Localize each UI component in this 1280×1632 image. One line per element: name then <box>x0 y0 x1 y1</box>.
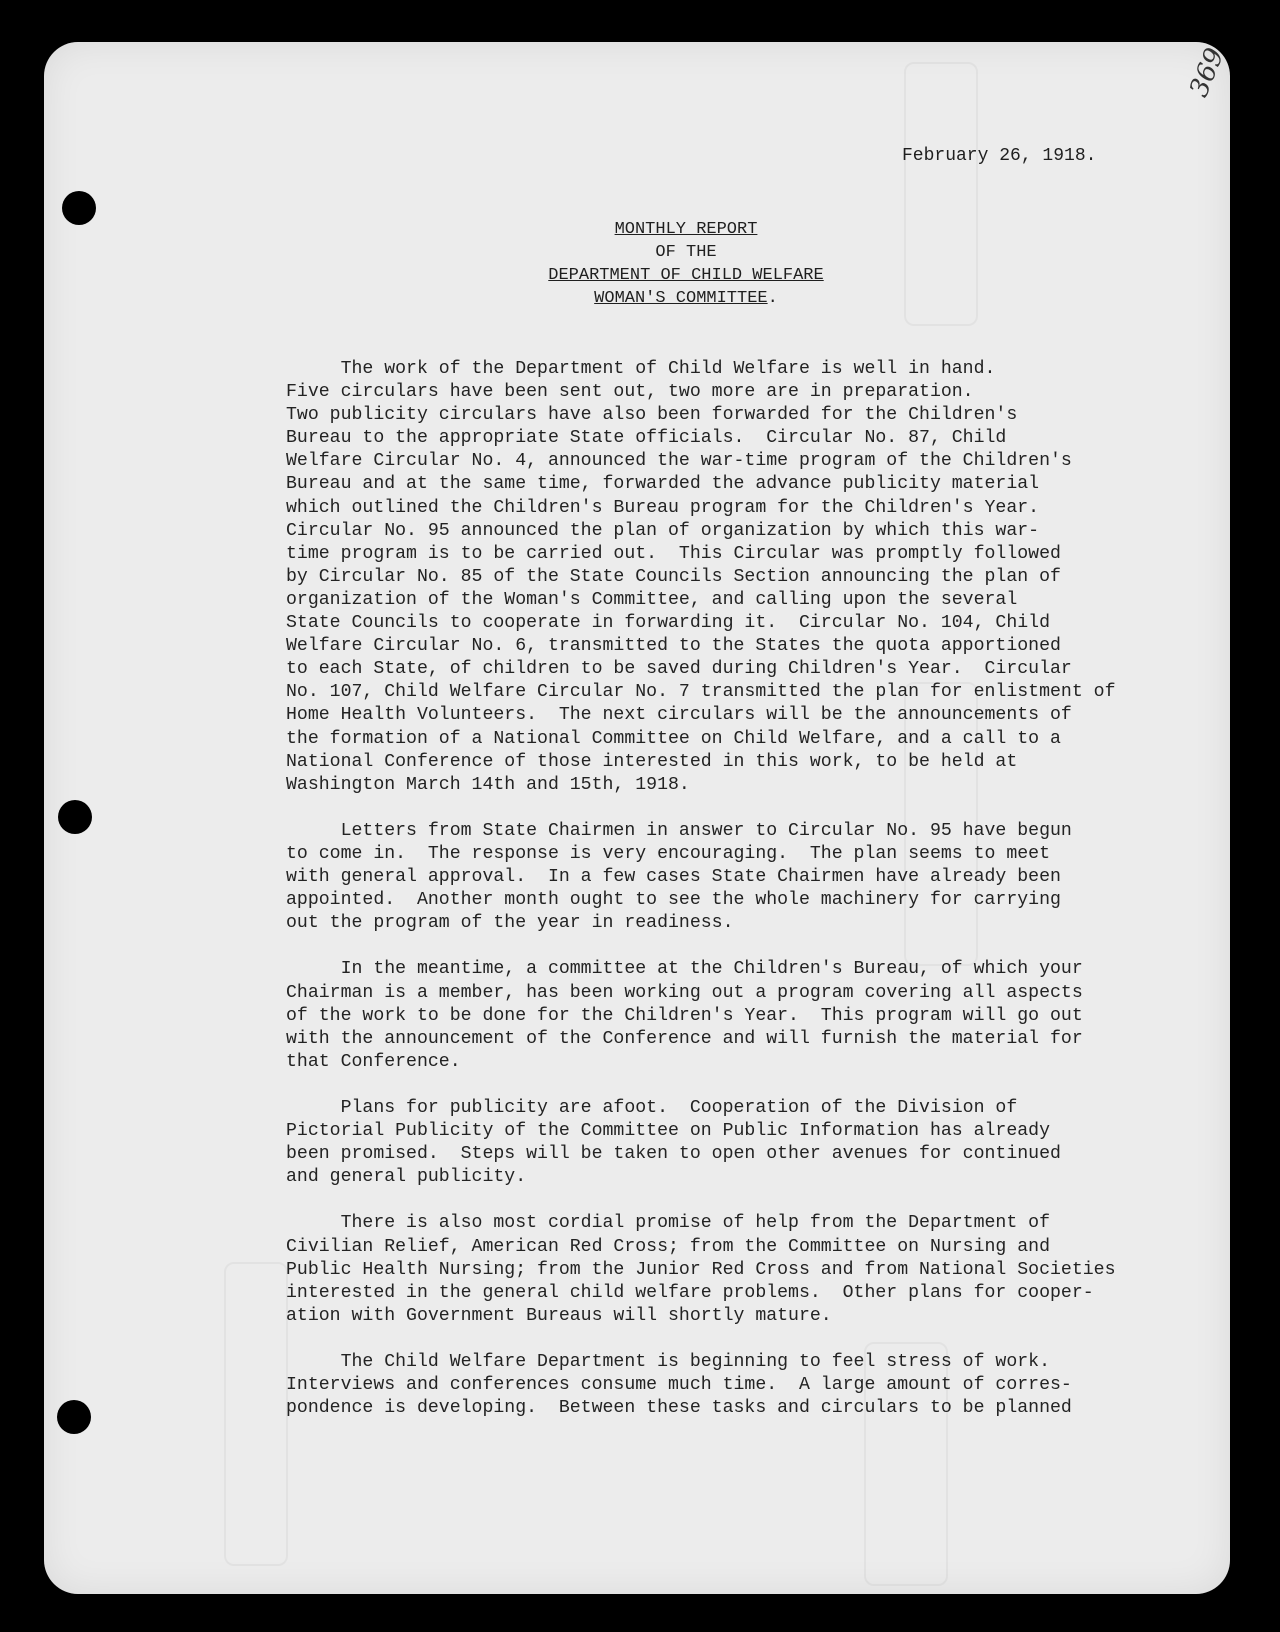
text-line: Chairman is a member, has been working out a program covering all aspects <box>286 982 1083 1003</box>
text-line: time program is to be carried out. This Circular was promptly followed <box>286 543 1061 564</box>
text-line: Public Health Nursing; from the Junior Red Cross and from National Societies <box>286 1259 1116 1280</box>
page-number: 369 <box>1184 43 1230 102</box>
text-line: Home Health Volunteers. The next circulars will be the announcements of <box>286 705 1072 726</box>
heading-line-4-period: . <box>767 289 778 308</box>
text-line: Two publicity circulars have also been forwarded for the Children's <box>286 405 1018 426</box>
text-line: Civilian Relief, American Red Cross; from the Committee on Nursing and <box>286 1236 1050 1257</box>
text-line: State Councils to cooperate in forwarding it. Circular No. 104, Child <box>286 613 1050 634</box>
paragraph <box>286 1212 1186 1327</box>
report-body <box>286 358 1186 1420</box>
text-line: Pictorial Publicity of the Committee on Public Information has already <box>286 1121 1050 1142</box>
text-line: Bureau and at the same time, forwarded the advance publicity material <box>286 474 1040 495</box>
paragraph <box>286 1351 1186 1420</box>
text-line: Letters from State Chairmen in answer to Circular No. 95 have begun <box>286 820 1072 841</box>
text-line: appointed. Another month ought to see the whole machinery for carrying <box>286 890 1061 911</box>
text-line: ation with Government Bureaus will shortly mature. <box>286 1305 832 1326</box>
heading-line-4: WOMAN'S COMMITTEE <box>594 289 768 308</box>
text-line: with general approval. In a few cases State Chairmen have already been <box>286 867 1061 888</box>
text-line: out the program of the year in readiness. <box>286 913 734 934</box>
bleed-through-mark <box>224 1262 288 1566</box>
text-line: The work of the Department of Child Welfare is well in hand. <box>286 359 996 379</box>
text-line: Five circulars have been sent out, two more are in preparation. <box>286 382 974 403</box>
text-line: and general publicity. <box>286 1167 527 1188</box>
text-line: Circular No. 95 announced the plan of organization by which this war- <box>286 520 1040 541</box>
report-heading <box>486 218 886 310</box>
binder-hole <box>57 1400 91 1434</box>
text-line: There is also most cordial promise of help from the Department of <box>286 1213 1050 1234</box>
bleed-through-mark <box>904 62 978 326</box>
text-line: Welfare Circular No. 6, transmitted to the States the quota apportioned <box>286 636 1061 657</box>
text-line: with the announcement of the Conference and will furnish the material for <box>286 1028 1083 1049</box>
binder-hole <box>62 191 96 225</box>
paragraph <box>286 958 1186 1073</box>
text-line: National Conference of those interested in this work, to be held at <box>286 751 1018 772</box>
paragraph <box>286 820 1186 935</box>
letter-date: February 26, 1918. <box>902 146 1097 166</box>
text-line: No. 107, Child Welfare Circular No. 7 transmitted the plan for enlistment of <box>286 682 1116 703</box>
text-line: of the work to be done for the Children's Year. This program will go out <box>286 1005 1083 1026</box>
text-line: organization of the Woman's Committee, and calling upon the several <box>286 589 1018 610</box>
paragraph <box>286 358 1186 797</box>
text-line: interested in the general child welfare problems. Other plans for cooper- <box>286 1282 1094 1303</box>
text-line: to each State, of children to be saved during Children's Year. Circular <box>286 659 1072 680</box>
text-line: to come in. The response is very encouraging. The plan seems to meet <box>286 843 1050 864</box>
text-line: Plans for publicity are afoot. Cooperation of the Division of <box>286 1098 1018 1118</box>
paragraph <box>286 1097 1186 1189</box>
text-line: been promised. Steps will be taken to open other avenues for continued <box>286 1144 1061 1165</box>
heading-line-1: MONTHLY REPORT <box>614 220 758 239</box>
text-line: Interviews and conferences consume much time. A large amount of corres- <box>286 1375 1072 1396</box>
text-line: that Conference. <box>286 1051 461 1072</box>
text-line: the formation of a National Committee on Child Welfare, and a call to a <box>286 728 1061 749</box>
text-line: by Circular No. 85 of the State Councils Section announcing the plan of <box>286 566 1061 587</box>
heading-line-3: DEPARTMENT OF CHILD WELFARE <box>548 266 824 285</box>
text-line: Washington March 14th and 15th, 1918. <box>286 774 690 795</box>
binder-hole <box>58 800 92 834</box>
document-page <box>44 42 1230 1594</box>
text-line: The Child Welfare Department is beginning to feel stress of work. <box>286 1352 1050 1373</box>
text-line: pondence is developing. Between these tasks and circulars to be planned <box>286 1398 1072 1419</box>
text-line: Bureau to the appropriate State officials. Circular No. 87, Child <box>286 428 1007 449</box>
text-line: Welfare Circular No. 4, announced the war-time program of the Children's <box>286 451 1072 472</box>
text-line: which outlined the Children's Bureau program for the Children's Year. <box>286 497 1040 518</box>
heading-line-2: OF THE <box>655 243 717 262</box>
text-line: In the meantime, a committee at the Children's Bureau, of which your <box>286 959 1083 980</box>
